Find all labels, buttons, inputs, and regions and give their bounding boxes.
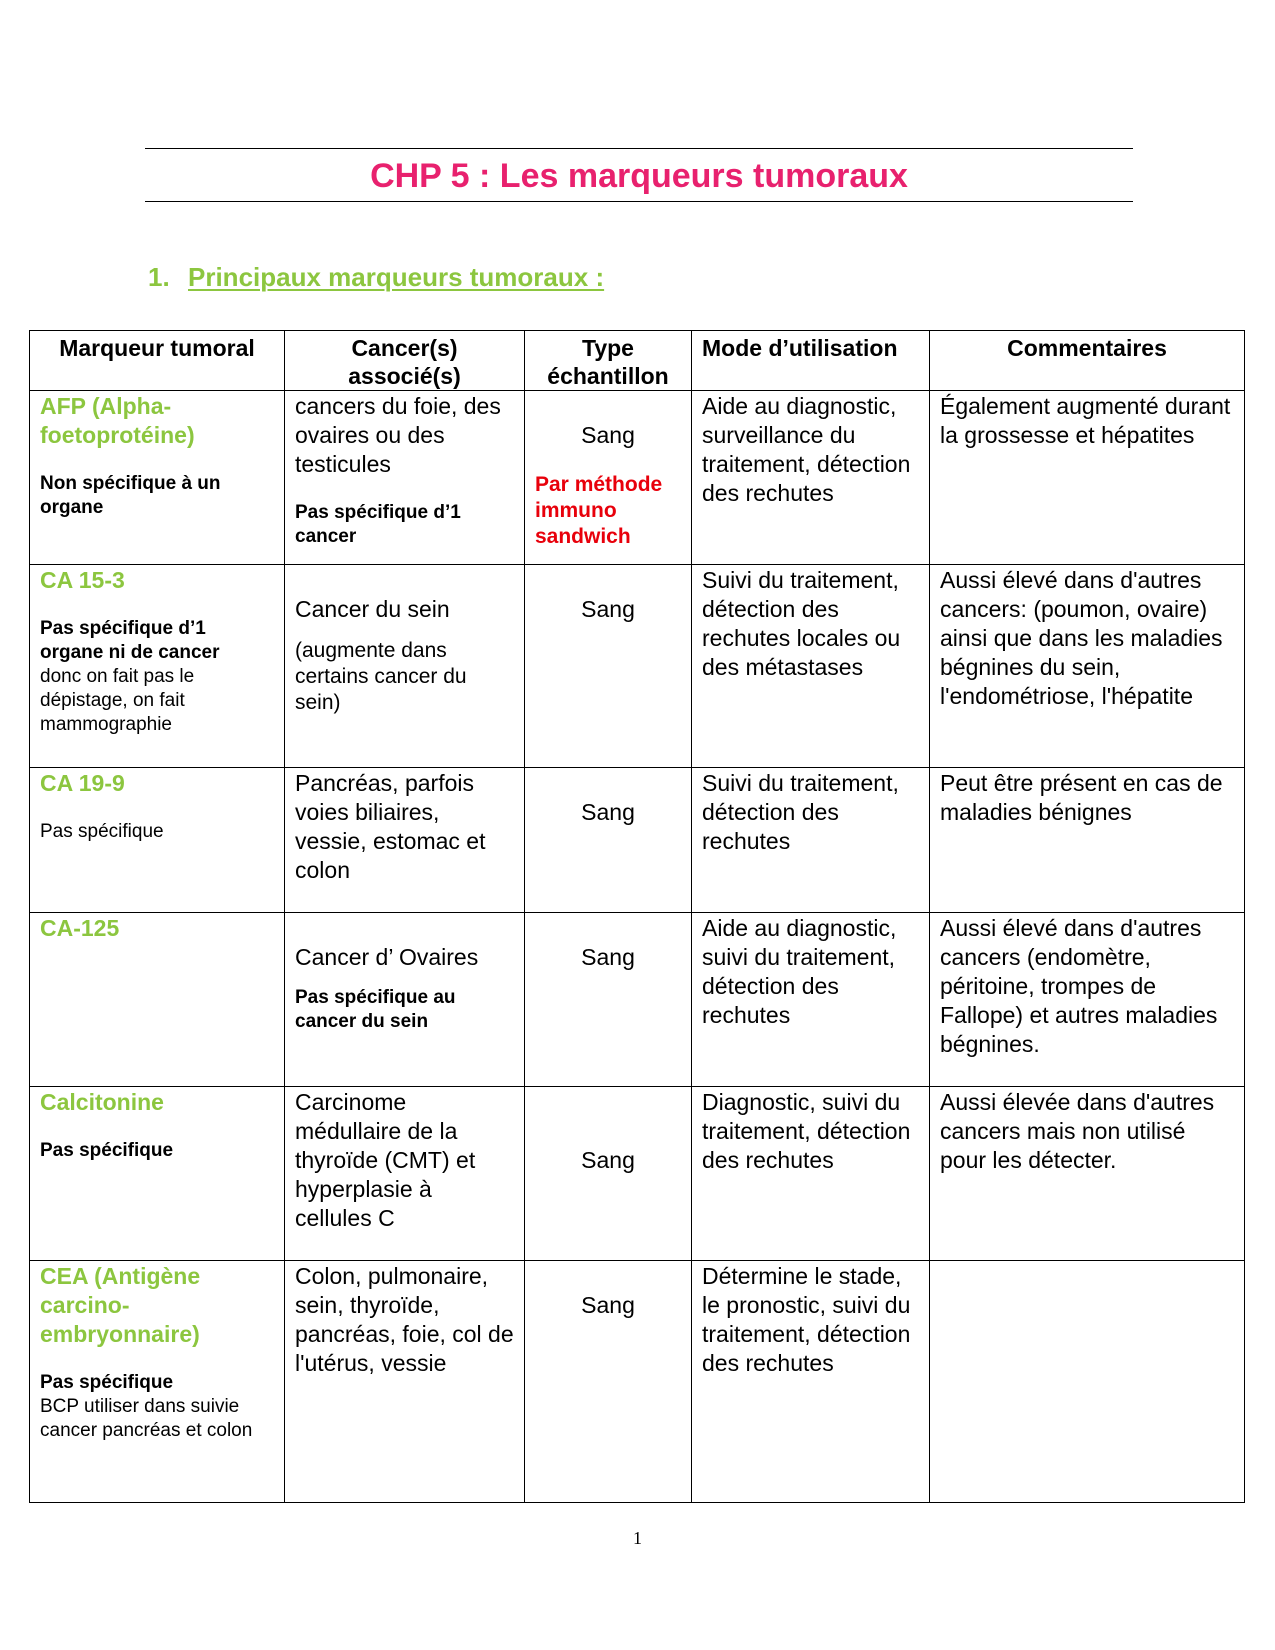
section-number: 1. (148, 262, 170, 292)
sample-cell (525, 1261, 692, 1503)
marker-name: CA 15-3 (40, 567, 125, 593)
marker-cell (30, 391, 285, 565)
cancer-cell: Carcinome médullaire de la thyroïde (CMT) et hyperplasie à cellules C (285, 1087, 525, 1261)
marker-cell (30, 913, 285, 1087)
cancer-text: Cancer d’ Ovaires (295, 944, 479, 970)
comment-cell: Aussi élevée dans d'autres cancers mais non utilisé pour les détecter. (930, 1087, 1245, 1261)
header-marker: Marqueur tumoral (30, 331, 285, 391)
sample-text: Sang (581, 422, 635, 448)
sample-cell (525, 913, 692, 1087)
page-number: 1 (633, 1528, 642, 1548)
marker-note: BCP utiliser dans suivie cancer pancréas et colon (40, 1396, 253, 1441)
cancer-note: (augmente dans certains cancer du sein) (295, 639, 467, 714)
cancer-cell (285, 391, 525, 565)
usage-cell: Aide au diagnostic, suivi du traitement, détection des rechutes (692, 913, 930, 1087)
comment-cell: Aussi élevé dans d'autres cancers: (poumon, ovaire) ainsi que dans les maladies bégnines du sein, l'endométriose, l'hépatite (930, 565, 1245, 768)
sample-cell (525, 1087, 692, 1261)
cancer-text: cancers du foie, des ovaires ou des testicules (295, 393, 501, 477)
sample-text: Sang (581, 944, 635, 970)
table-row (30, 913, 1245, 1087)
sample-text: Sang (581, 799, 635, 825)
marker-name: Calcitonine (40, 1089, 164, 1115)
sample-text: Sang (581, 596, 635, 622)
comment-cell: Peut être présent en cas de maladies bénignes (930, 768, 1245, 913)
section-heading (148, 262, 604, 293)
marker-cell (30, 1261, 285, 1503)
table-row (30, 768, 1245, 913)
usage-cell: Détermine le stade, le pronostic, suivi du traitement, détection des rechutes (692, 1261, 930, 1503)
table-row (30, 391, 1245, 565)
table-row (30, 1087, 1245, 1261)
marker-name: AFP (Alpha-foetoprotéine) (40, 393, 195, 448)
comment-cell (930, 1261, 1245, 1503)
cancer-cell: Pancréas, parfois voies biliaires, vessie, estomac et colon (285, 768, 525, 913)
comment-cell: Également augmenté durant la grossesse et hépatites (930, 391, 1245, 565)
sample-text: Sang (581, 1292, 635, 1318)
header-comments: Commentaires (930, 331, 1245, 391)
table-row (30, 1261, 1245, 1503)
cancer-note: Pas spécifique au cancer du sein (295, 987, 456, 1032)
sample-cell (525, 565, 692, 768)
marker-cell (30, 768, 285, 913)
marker-note-bold: Pas spécifique d’1 organe ni de cancer (40, 618, 220, 663)
marker-cell (30, 1087, 285, 1261)
usage-cell: Aide au diagnostic, surveillance du traitement, détection des rechutes (692, 391, 930, 565)
section-label: Principaux marqueurs tumoraux : (188, 262, 605, 292)
cancer-cell: Colon, pulmonaire, sein, thyroïde, pancréas, foie, col de l'utérus, vessie (285, 1261, 525, 1503)
markers-table (29, 330, 1245, 1503)
title-frame (145, 148, 1133, 202)
marker-note-bold: Pas spécifique (40, 1140, 174, 1161)
marker-note-bold: Non spécifique à un organe (40, 473, 221, 518)
sample-note: Par méthode immuno sandwich (535, 473, 663, 548)
usage-cell: Suivi du traitement, détection des rechutes (692, 768, 930, 913)
marker-note-bold: Pas spécifique (40, 1372, 174, 1393)
cancer-note: Pas spécifique d’1 cancer (295, 502, 461, 547)
usage-cell: Diagnostic, suivi du traitement, détection des rechutes (692, 1087, 930, 1261)
header-cancer: Cancer(s) associé(s) (285, 331, 525, 391)
header-sample: Type échantillon (525, 331, 692, 391)
sample-cell (525, 768, 692, 913)
sample-text: Sang (581, 1147, 635, 1173)
sample-cell (525, 391, 692, 565)
cancer-text: Cancer du sein (295, 596, 450, 622)
page-title: CHP 5 : Les marqueurs tumoraux (370, 156, 908, 195)
marker-cell (30, 565, 285, 768)
marker-note: donc on fait pas le dépistage, on fait mammographie (40, 666, 195, 735)
marker-name: CA-125 (40, 915, 120, 941)
cancer-cell (285, 565, 525, 768)
table-row (30, 565, 1245, 768)
table-header-row (30, 331, 1245, 391)
marker-note: Pas spécifique (40, 821, 164, 842)
header-usage: Mode d’utilisation (692, 331, 930, 391)
cancer-cell (285, 913, 525, 1087)
comment-cell: Aussi élevé dans d'autres cancers (endomètre, péritoine, trompes de Fallope) et autres maladies bégnines. (930, 913, 1245, 1087)
marker-name: CA 19-9 (40, 770, 125, 796)
usage-cell: Suivi du traitement, détection des rechutes locales ou des métastases (692, 565, 930, 768)
marker-name: CEA (Antigène carcino-embryonnaire) (40, 1263, 201, 1347)
